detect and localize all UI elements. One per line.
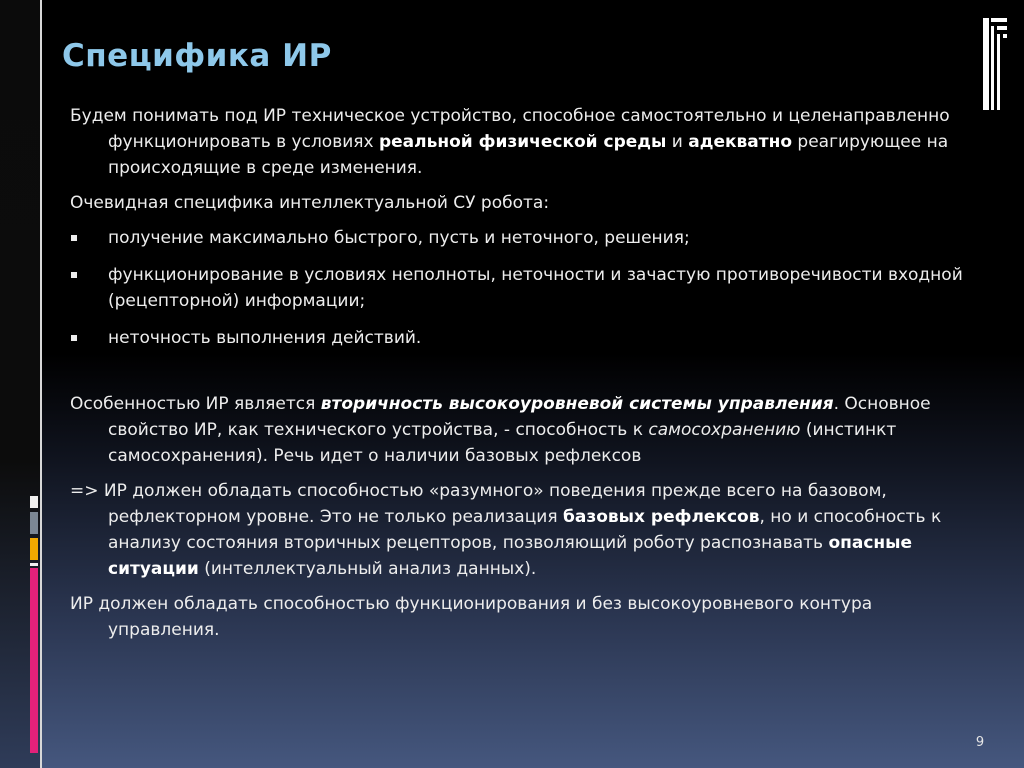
spacer [70,362,970,391]
list-item [70,225,970,251]
page-number: 9 [975,735,985,750]
list-item [70,262,970,314]
text-segment: , но и способность к анализу состояния вторичных рецепторов, позволяющий роботу распознавать [108,507,942,553]
list-item-text: неточность выполнения действий. [108,328,422,348]
accent-bar-pink [30,568,38,753]
square-bullet-icon [71,335,77,341]
text-segment: Особенностью ИР является [70,394,321,414]
document-stack-icon [982,16,1008,112]
square-bullet-icon [71,272,77,278]
list-item-text: функционирование в условиях неполноты, неточности и зачастую противоречивости входной (рецепторной) информации; [108,265,963,311]
text-segment: (инстинкт самосохранения). Речь идет о наличии базовых рефлексов [108,420,897,466]
bold-text: адекватно [688,132,793,152]
bold-italic-text: вторичность высокоуровневой системы управления [320,394,834,414]
italic-text: самосохранению [648,420,801,440]
text-segment: => ИР должен обладать способностью «разумного» поведения прежде всего на базовом, рефлекторном уровне. Это не только реализация [70,481,887,527]
paragraph-specifics-intro: Очевидная специфика интеллектуальной СУ робота: [70,193,550,213]
slide-body [70,103,970,652]
paragraph-definition [70,103,970,181]
list-item-text: получение максимально быстрого, пусть и неточного, решения; [108,228,690,248]
list-item [70,325,970,351]
bold-text: реальной физической среды [378,132,667,152]
accent-bar-grey [30,512,38,534]
paragraph-conclusion: ИР должен обладать способностью функционирования и без высокоуровневого контура управления. [70,594,873,640]
accent-bar-white-thin [30,563,38,566]
left-divider-line [40,0,42,768]
paragraph-reflexes [70,478,970,582]
text-segment: . Основное свойство ИР, как технического устройства, - способность к [108,394,931,440]
square-bullet-icon [71,235,77,241]
accent-bar-white [30,496,38,508]
text-segment: и [666,132,689,152]
text-segment: реагирующее на происходящие в среде изменения. [108,132,949,178]
text-segment: Будем понимать под ИР техническое устройство, способное самостоятельно и целенаправленно функционировать в условиях [70,106,950,152]
paragraph-feature [70,391,970,469]
slide-title: Специфика ИР [62,38,332,74]
text-segment: (интеллектуальный анализ данных). [198,559,537,579]
bold-text: опасные ситуации [108,533,913,579]
accent-bar-orange [30,538,38,560]
bold-text: базовых рефлексов [562,507,760,527]
